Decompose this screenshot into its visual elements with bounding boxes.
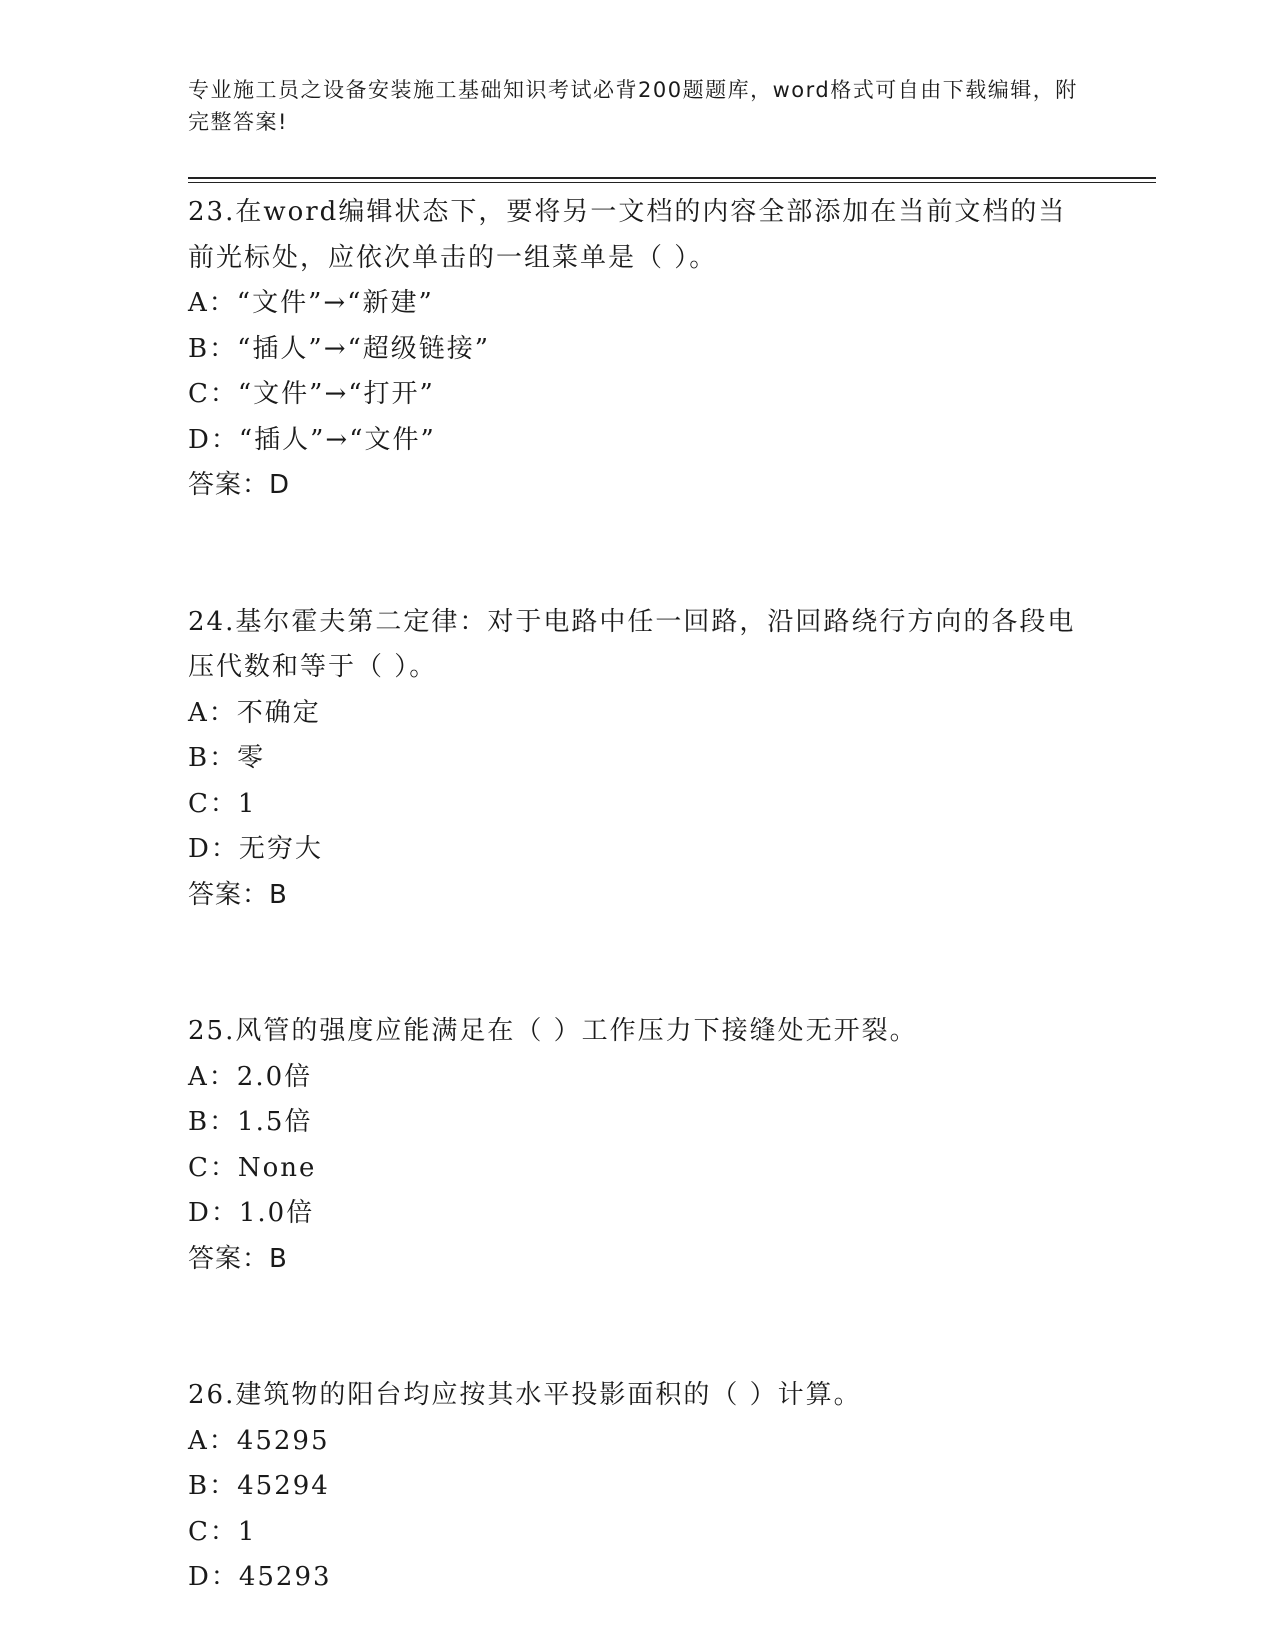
- question-list: [188, 190, 1148, 1601]
- question-24: [188, 600, 1148, 919]
- option-c: C：“文件”→“打开”: [188, 379, 435, 409]
- question-spacer: [188, 918, 1148, 1009]
- question-spacer: [188, 1282, 1148, 1373]
- answer: 答案：B: [188, 879, 288, 910]
- option-c: C：1: [188, 788, 257, 819]
- option-c: C：None: [188, 1152, 317, 1183]
- option-d: D：45293: [188, 1562, 332, 1592]
- option-b: B：“插人”→“超级链接”: [188, 333, 491, 364]
- question-spacer: [188, 509, 1148, 600]
- option-a: A：45295: [188, 1425, 330, 1456]
- header-divider-thick: [188, 177, 1156, 179]
- option-b: B：45294: [188, 1471, 330, 1501]
- option-a: A：不确定: [188, 697, 321, 728]
- question-stem: 23.在word编辑状态下，要将另一文档的内容全部添加在当前文档的当前光标处，应依次单击的一组菜单是（ ）。: [188, 197, 1067, 273]
- question-stem: 25.风管的强度应能满足在（ ）工作压力下接缝处无开裂。: [188, 1016, 918, 1046]
- option-d: D：1.0倍: [188, 1198, 315, 1228]
- option-a: A：“文件”→“新建”: [188, 288, 434, 318]
- option-d: D：“插人”→“文件”: [188, 424, 436, 455]
- option-b: B：1.5倍: [188, 1107, 313, 1137]
- option-a: A：2.0倍: [188, 1061, 313, 1092]
- answer: 答案：B: [188, 1243, 288, 1274]
- option-c: C：1: [188, 1516, 257, 1547]
- header-divider-thin: [188, 182, 1156, 183]
- question-23: [188, 190, 1148, 509]
- option-b: B：零: [188, 743, 266, 773]
- document-header: 专业施工员之设备安装施工基础知识考试必背200题题库，word格式可自由下载编辑，附完整答案!: [188, 78, 1078, 134]
- question-26: [188, 1373, 1148, 1601]
- question-stem: 26.建筑物的阳台均应按其水平投影面积的（ ）计算。: [188, 1380, 862, 1410]
- question-25: [188, 1009, 1148, 1282]
- question-stem: 24.基尔霍夫第二定律：对于电路中任一回路，沿回路绕行方向的各段电压代数和等于（ ）。: [188, 606, 1076, 682]
- answer: 答案：D: [188, 470, 291, 500]
- option-d: D：无穷大: [188, 834, 323, 864]
